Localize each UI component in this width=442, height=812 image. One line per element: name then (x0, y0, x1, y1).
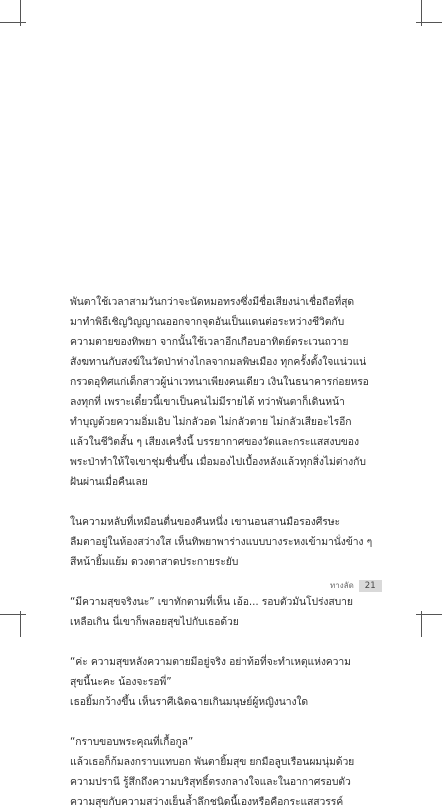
paragraph (70, 592, 388, 632)
text-line: ลืมตาอยู่ในห้องสว่างใส เห็นทิพยาพาร่างแบบบางระหงเข้ามานั่งข้าง ๆ (70, 536, 373, 548)
text-line: กรวดอุทิศแก่เด็กสาวผู้น่าเวทนาเพียงคนเดียว เงินในธนาคารก่อยหรอ (70, 376, 369, 388)
body-text (70, 292, 388, 812)
crop-mark-top-right (416, 22, 442, 23)
text-line: เหลือเกิน นี่เขาก็พลอยสุขไปกับเธอด้วย (70, 616, 239, 628)
crop-mark-bottom-right (416, 614, 442, 615)
text-line: ความตายของทิพยา จากนั้นใช้เวลาอีกเกือบอาทิตย์ตระเวนถวาย (70, 336, 349, 348)
text-line: ลงทุกที่ เพราะเดี๋ยวนี้เขาเป็นคนไม่มีรายได้ ทว่าพันตาก็เดินหน้า (70, 396, 345, 408)
paragraph (70, 732, 388, 812)
page-footer (330, 578, 382, 593)
paragraph (70, 512, 388, 572)
text-line: ทำบุญด้วยความอิ่มเอิบ ไม่กลัวอด ไม่กลัวตาย ไม่กลัวเสียอะไรอีก (70, 416, 352, 428)
text-line: “ค่ะ ความสุขหลังความตายมีอยู่จริง อย่าท้อที่จะทำเหตุแห่งความ (70, 656, 351, 668)
text-line: สีหน้ายิ้มแย้ม ดวงตาสาดประกายระยับ (70, 556, 239, 568)
text-line: สังฆทานกับสงฆ์ในวัดป่าห่างไกลจากมลพิษเมือง ทุกครั้งตั้งใจแน่วแน่ (70, 356, 367, 368)
text-line: มาทำพิธีเชิญวิญญาณออกจากจุดอันเป็นแดนต่อระหว่างชีวิตกับ (70, 316, 345, 328)
text-line: ในความหลับที่เหมือนตื่นของคืนหนึ่ง เขานอนสานมือรองศีรษะ (70, 516, 340, 528)
text-line: เธอยิ้มกว้างขึ้น เห็นราศีเฉิดฉายเกินมนุษย์ผู้หญิงนางใด (70, 696, 309, 708)
running-head: ทางลัด (330, 581, 354, 590)
crop-mark-bottom-left (0, 614, 26, 615)
text-line: แล้วในชีวิตสั้น ๆ เสียงเครื่งนี้ บรรยากาศของวัดและกระแสสงบของ (70, 436, 359, 448)
text-line: ฝันผ่านเมื่อคืนเลย (70, 476, 148, 488)
paragraph (70, 292, 388, 492)
text-line: สุขนี้นะคะ น้องจะรอพี่” (70, 676, 172, 688)
paragraph-gap (70, 632, 388, 652)
text-line: ความปรานี รู้สึกถึงความบริสุทธิ์ตรงกลางใจและในอากาศรอบตัว (70, 776, 351, 788)
text-line: พระป่าทำให้ใจเขาชุ่มชื่นขึ้น เมื่อมองไปเบื้องหลังแล้วทุกสิ่งไม่ต่างกับ (70, 456, 366, 468)
crop-mark-top-left (0, 22, 26, 23)
text-line: ความสุขกับความสว่างเย็นล้ำลึกชนิดนี้เองหรือคือกระแสสวรรค์ (70, 796, 344, 808)
page-number: 21 (359, 580, 382, 592)
text-line: “มีความสุขจริงนะ” เขาทักตามที่เห็น เอ้อ... รอบตัวมันโปร่งสบาย (70, 596, 353, 608)
text-line: แล้วเธอก็ก้มลงกราบแทบอก พันตายิ้มสุข ยกมือลูบเรือนผมนุ่มด้วย (70, 756, 355, 768)
paragraph (70, 652, 388, 712)
text-line: “กราบขอบพระคุณที่เกื้อกูล” (70, 736, 194, 748)
paragraph-gap (70, 712, 388, 732)
paragraph-gap (70, 492, 388, 512)
text-line: พันตาใช้เวลาสามวันกว่าจะนัดหมอทรงซึ่งมีชื่อเสียงน่าเชื่อถือที่สุด (70, 296, 355, 308)
